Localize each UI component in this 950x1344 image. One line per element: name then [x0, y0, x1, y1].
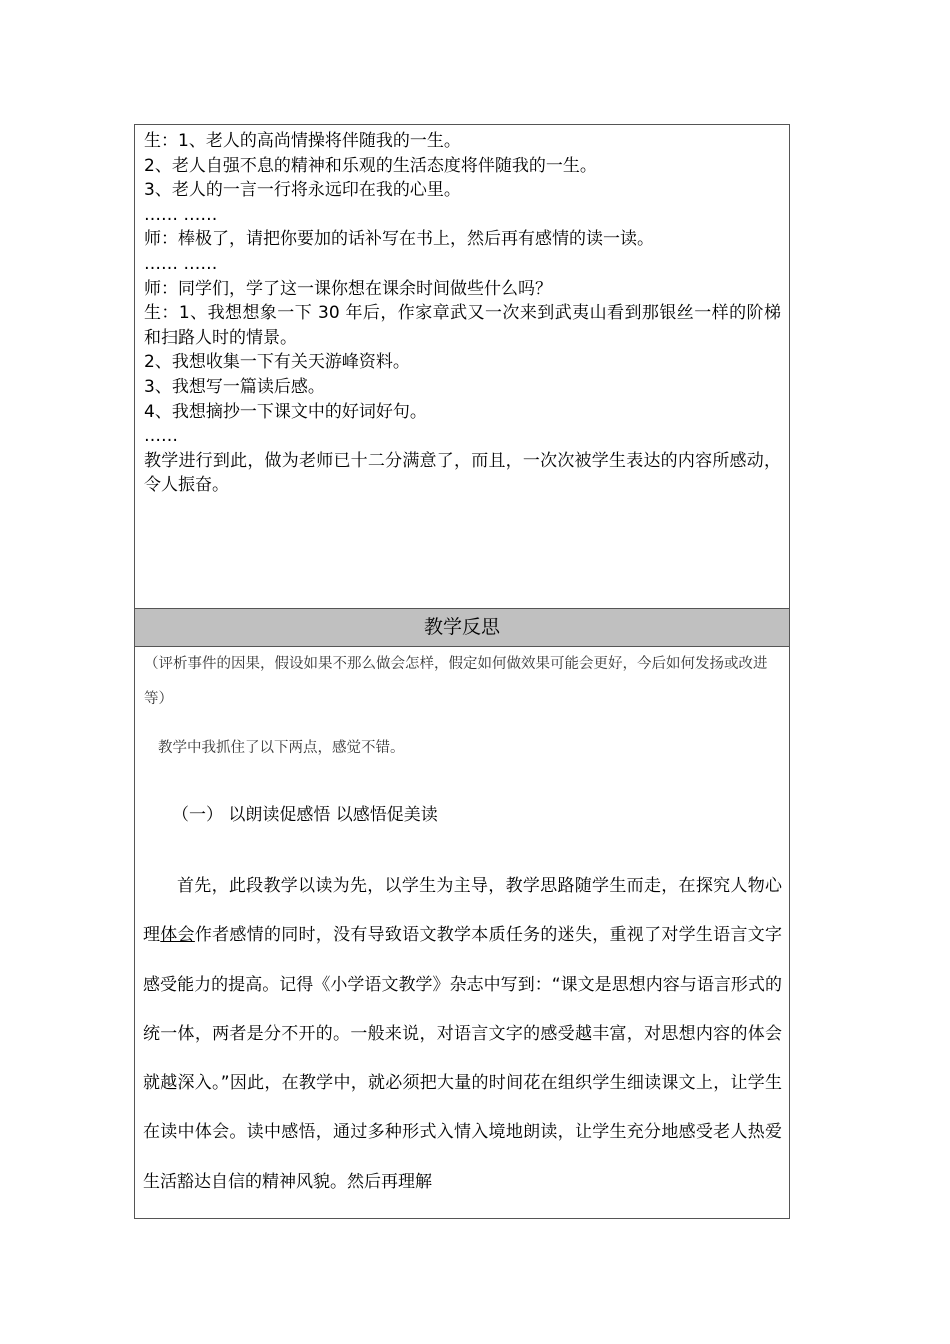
dialogue-line: 生：1、老人的高尚情操将伴随我的一生。 — [144, 131, 461, 151]
dialogue-line: 3、老人的一言一行将永远印在我的心里。 — [144, 180, 461, 201]
dialogue-cell — [135, 125, 789, 609]
paragraph-text: 首先，此段教学以读为先，以学生为主导，教学思路随学生而走，在探究人物心理 — [143, 876, 782, 946]
dialogue-line: 生：1、我想想象一下 30 年后，作家章武又一次来到武夷山看到那银丝一样的阶梯和扫路人时的情景。 — [144, 303, 781, 348]
dialogue-line: 师：棒极了，请把你要加的话补写在书上，然后再有感情的读一读。 — [144, 229, 654, 250]
dialogue-line: 4、我想摘抄一下课文中的好词好句。 — [144, 401, 427, 422]
dialogue-line: 师：同学们，学了这一课你想在课余时间做些什么吗？ — [144, 278, 552, 299]
paragraph-text: 作者感情的同时，没有导致语文教学本质任务的迷失，重视了对学生语言文字感受能力的提高。记得《小学语文教学》杂志中写到：“课文是思想内容与语言形式的统一体，两者是分不开的。一般来说，对语言文字的感受越丰富，对思想内容的体会就越深入。”因此，在教学中，就必须把大量的时间花在组织学生细读课文上，让学生在读中体会。读中感悟，通过多种形式入情入境地朗读，让学生充分地感受老人热爱生活豁达自信的精神风貌。然后再理解 — [143, 925, 783, 1192]
subsection-heading: （一） 以朗读促感悟 以感悟促美读 — [172, 805, 438, 825]
reflection-intro: 教学中我抓住了以下两点，感觉不错。 — [158, 740, 405, 756]
dialogue-line: …… …… — [144, 253, 218, 274]
dialogue-line: …… …… — [144, 204, 218, 225]
section-header: 教学反思 — [135, 609, 789, 647]
reflection-paragraph — [143, 862, 782, 1207]
underlined-word: 体会 — [160, 925, 195, 946]
dialogue-line: 教学进行到此，做为老师已十二分满意了，而且，一次次被学生表达的内容所感动，令人振奋。 — [144, 450, 781, 496]
dialogue-line: 2、老人自强不息的精神和乐观的生活态度将伴随我的一生。 — [144, 155, 597, 176]
dialogue-line: 2、我想收集一下有关天游峰资料。 — [144, 352, 410, 373]
dialogue-line: 3、我想写一篇读后感。 — [144, 376, 325, 397]
dialogue-line: …… — [144, 426, 178, 447]
reflection-hint: （评析事件的因果，假设如果不那么做会怎样，假定如何做效果可能会更好，今后如何发扬或改进等） — [144, 656, 768, 707]
